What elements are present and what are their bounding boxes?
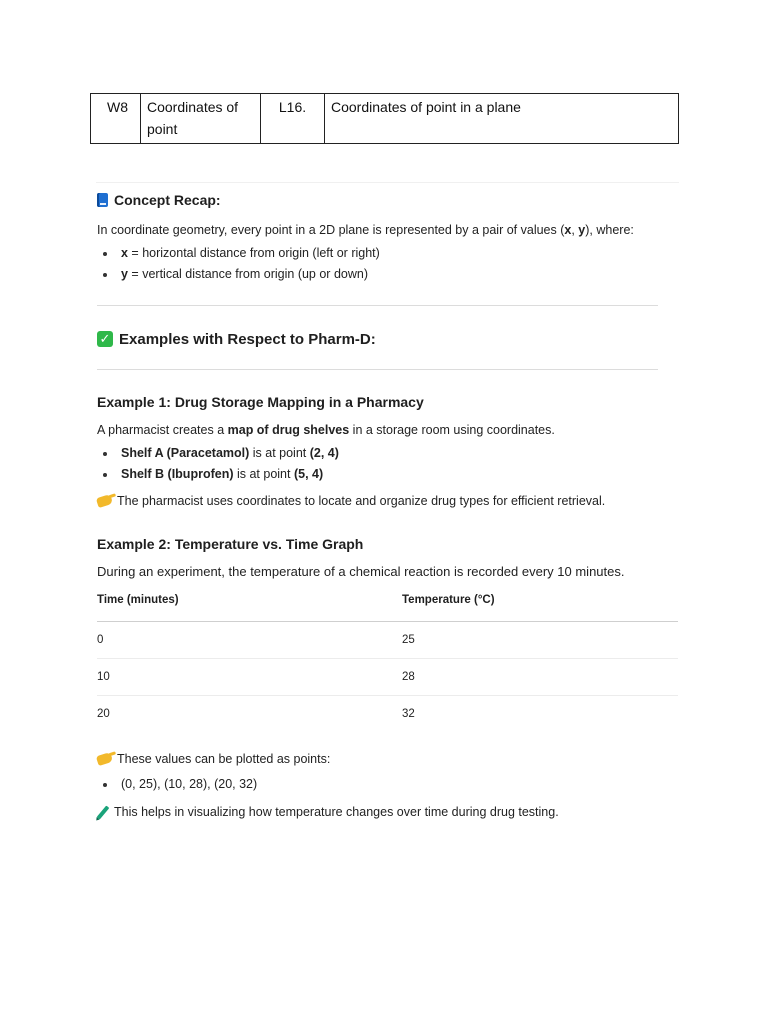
shelf-bullets xyxy=(97,443,679,485)
examples-heading-text: Examples with Respect to Pharm-D: xyxy=(119,330,376,348)
points-list xyxy=(97,774,679,795)
week-cell: W8 xyxy=(91,94,141,144)
example-2-intro: During an experiment, the temperature of a chemical reaction is recorded every 10 minutes. xyxy=(97,564,625,579)
temperature-table xyxy=(97,594,678,732)
test-tube-icon xyxy=(97,805,110,819)
bullet-text: = vertical distance from origin (up or down) xyxy=(127,267,368,281)
examples-heading xyxy=(97,328,679,350)
blue-book-icon xyxy=(97,193,108,207)
shelf-text: is at point xyxy=(249,446,310,460)
shelf-name: Shelf B (Ibuprofen) xyxy=(121,467,234,481)
lecture-title-cell: Coordinates of point in a plane xyxy=(325,94,679,144)
recap-y: y xyxy=(578,223,586,237)
time-cell: 20 xyxy=(97,708,110,720)
example-1-intro-end: in a storage room using coordinates. xyxy=(349,423,555,437)
list-item xyxy=(97,264,679,285)
concept-recap-title: Concept Recap: xyxy=(114,192,221,208)
example-1-intro-bold: map of drug shelves xyxy=(227,423,350,437)
bullet-key: x xyxy=(121,246,128,260)
example-1-title: Example 1: Drug Storage Mapping in a Pharmacy xyxy=(97,394,424,410)
table-row xyxy=(97,659,678,696)
example-2-conclusion-text: This helps in visualizing how temperature changes over time during drug testing. xyxy=(114,805,559,819)
time-cell: 0 xyxy=(97,622,402,659)
table-row xyxy=(97,696,678,733)
recap-intro-text: In coordinate geometry, every point in a 2D plane is represented by a pair of values ( xyxy=(97,223,565,237)
pointing-hand-icon xyxy=(96,752,113,766)
example-1-intro-text: A pharmacist creates a xyxy=(97,423,228,437)
recap-intro-end: ), where: xyxy=(585,223,634,237)
example-2-conclusion xyxy=(97,803,679,821)
divider xyxy=(97,305,658,306)
bullet-key: y xyxy=(121,267,128,281)
example-1-note-text: The pharmacist uses coordinates to locate and organize drug types for efficient retrieval. xyxy=(117,494,606,508)
syllabus-row xyxy=(91,94,679,144)
column-header-temperature: Temperature (°C) xyxy=(402,594,678,622)
pointing-hand-icon xyxy=(96,494,113,508)
example-1-intro xyxy=(97,421,679,439)
recap-x: x xyxy=(564,223,572,237)
temperature-cell: 32 xyxy=(402,708,415,720)
recap-intro xyxy=(97,221,679,239)
table-header-row xyxy=(97,594,678,622)
temperature-cell: 25 xyxy=(402,622,678,659)
document-content xyxy=(97,182,679,821)
divider xyxy=(96,182,679,183)
topic-cell: Coordinates of point xyxy=(141,94,261,144)
recap-sep: , xyxy=(571,223,579,237)
shelf-point: (5, 4) xyxy=(293,467,324,481)
bullet-text: = horizontal distance from origin (left or right) xyxy=(127,246,380,260)
example-2-title: Example 2: Temperature vs. Time Graph xyxy=(97,536,364,552)
recap-bullets xyxy=(97,243,679,285)
example-1-note xyxy=(97,492,679,510)
check-mark-icon: ✓ xyxy=(97,331,113,347)
shelf-point: (2, 4) xyxy=(309,446,339,460)
example-2-note xyxy=(97,750,679,768)
divider xyxy=(97,369,658,370)
temperature-cell: 28 xyxy=(402,659,678,696)
time-cell: 10 xyxy=(97,659,402,696)
table-row xyxy=(97,622,678,659)
concept-recap-heading xyxy=(97,189,679,211)
shelf-text: is at point xyxy=(233,467,294,481)
list-item xyxy=(97,464,679,485)
example-2-note-text: These values can be plotted as points: xyxy=(117,752,331,766)
list-item xyxy=(97,243,679,264)
lecture-cell: L16. xyxy=(261,94,325,144)
column-header-time: Time (minutes) xyxy=(97,594,402,622)
list-item xyxy=(97,443,679,464)
list-item: (0, 25), (10, 28), (20, 32) xyxy=(97,774,679,795)
shelf-name: Shelf A (Paracetamol) xyxy=(121,446,250,460)
syllabus-row-table xyxy=(90,93,679,144)
